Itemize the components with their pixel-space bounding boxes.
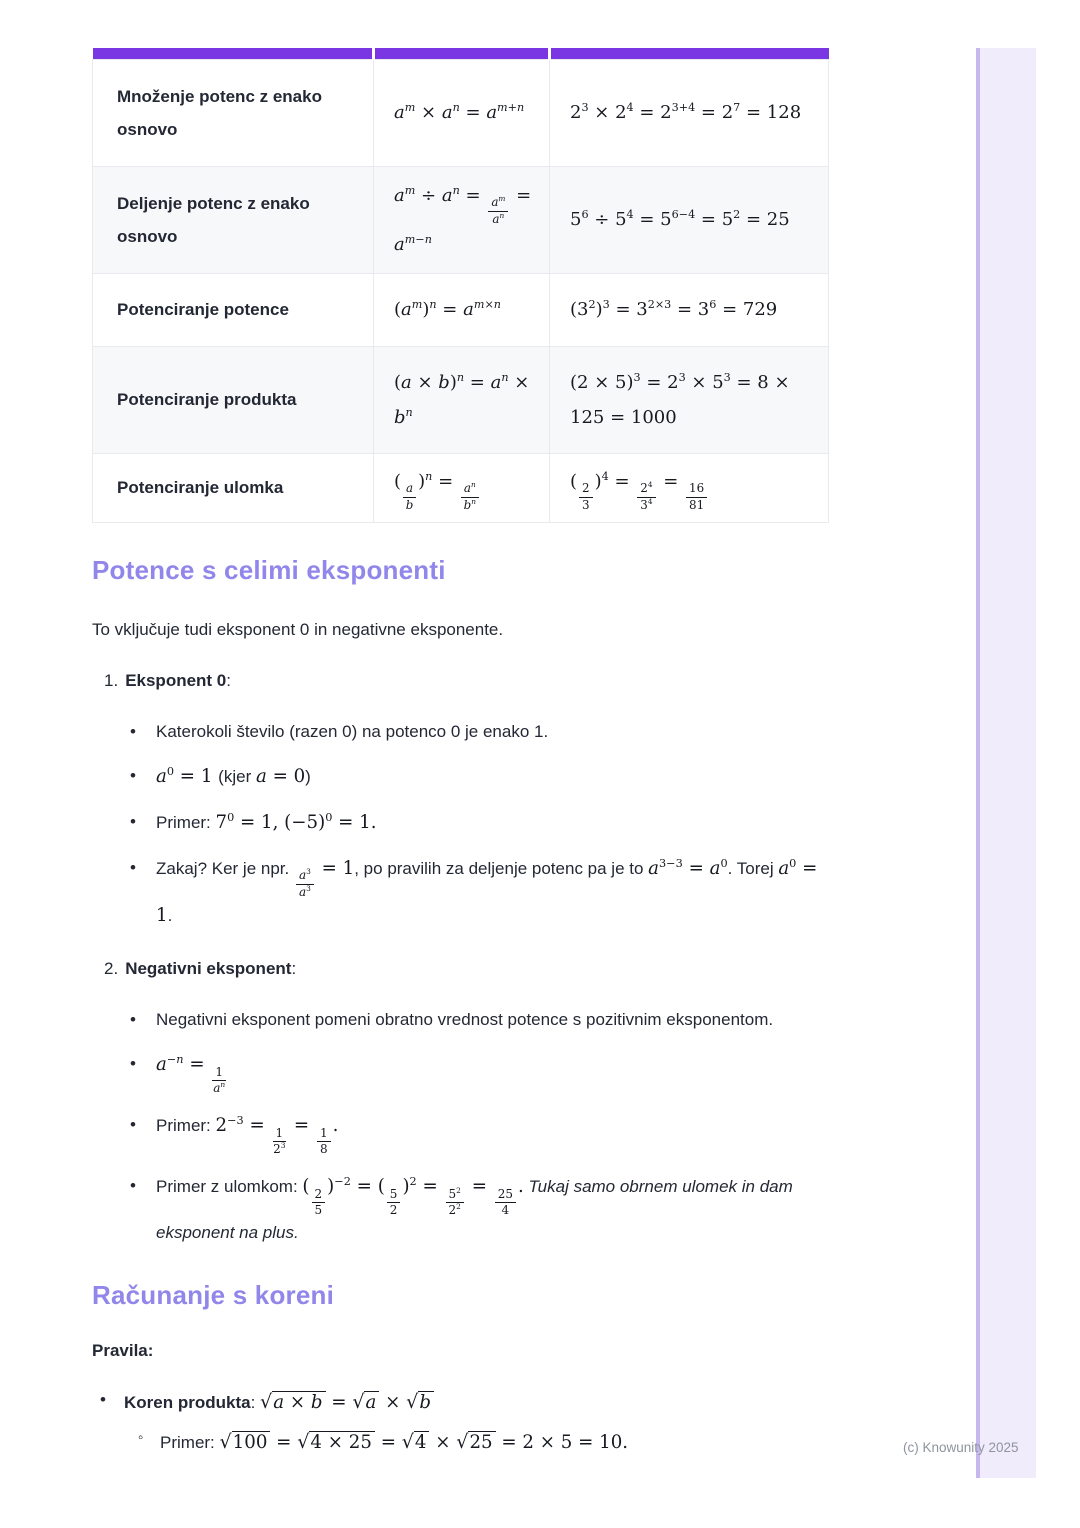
item-title-suffix: : xyxy=(226,671,232,691)
section-heading-potence: Potence s celimi eksponenti xyxy=(92,555,446,585)
bullet-list xyxy=(92,1005,828,1247)
potence-items xyxy=(92,671,828,1248)
item-title-suffix: : xyxy=(291,959,297,979)
math-expression: $a^0 = 1$ xyxy=(156,764,219,787)
numbered-item-title xyxy=(92,671,828,691)
text-segment: Primer: xyxy=(156,1116,216,1136)
math-expression: $2^{-3}$ = $\frac{1}{2^3}$ = $\frac{1}{8}$ . xyxy=(215,1114,339,1157)
table-row xyxy=(93,454,829,523)
math-expression: a = 0 xyxy=(255,765,306,787)
bullet-content xyxy=(156,717,828,747)
sub-bullet-marker-icon xyxy=(138,1425,160,1451)
text-segment: , po pravilih za deljenje potenc pa je to xyxy=(354,858,649,878)
pravila-label: Pravila: xyxy=(92,1340,154,1360)
math-expression: $a^{-n}$ = $\frac{1}{a^n}$ xyxy=(156,1053,226,1096)
math-expression: ( $\frac{2}{5}$ )$^{-2}$ = ( $\frac{5}{2}$ )$^2$ = $\frac{5^2}{2^2}$ = $\frac{25}{4}$ . xyxy=(302,1175,524,1218)
bullet-list xyxy=(92,717,828,931)
bullet-marker-icon xyxy=(130,807,156,837)
text-segment: . Torej xyxy=(727,858,779,878)
rule-name-cell: Množenje potenc z enako osnovo xyxy=(93,60,374,167)
numbered-item xyxy=(92,671,828,931)
bullet-item xyxy=(92,807,828,839)
rule-example-cell: $(3^2)^3 = 3^{2\times 3} = 3^6 = 729$ xyxy=(550,274,829,347)
table-row xyxy=(93,60,829,167)
bullet-item xyxy=(92,1049,828,1096)
rule-formula-cell: $(a \times b)^n = a^n \times b^n$ xyxy=(374,347,550,454)
bullet-marker-icon xyxy=(130,1171,156,1201)
bullet-content xyxy=(156,1005,828,1035)
bullet-content xyxy=(124,1385,828,1419)
header-bar-segment xyxy=(374,48,550,60)
rules-table-body xyxy=(93,60,829,523)
text-segment: Primer: xyxy=(156,812,216,832)
rule-example-cell: $5^6 \div 5^4 = 5^{6-4} = 5^2 = 25$ xyxy=(550,167,829,274)
bullet-item xyxy=(92,761,828,793)
text-segment: Primer z ulomkom: xyxy=(156,1177,303,1197)
table-row xyxy=(93,167,829,274)
text-segment: : xyxy=(250,1392,261,1412)
rule-name-cell: Potenciranje potence xyxy=(93,274,374,347)
bullet-marker-icon xyxy=(130,717,156,747)
text-segment: Zakaj? Ker je npr. xyxy=(156,858,294,878)
rule-formula-cell: $a^m \times a^n = a^{m+n}$ xyxy=(374,60,550,167)
bullet-item xyxy=(92,1110,828,1157)
rule-formula-cell: $a^m \div a^n$ = $\frac{a^m}{a^n}$ = $a^{m-n}$ xyxy=(374,167,550,274)
bullet-content xyxy=(156,1110,828,1157)
math-expression: $\frac{a^3}{a^3}$ = 1 xyxy=(294,858,354,879)
bullet-item xyxy=(92,717,828,747)
bullet-item xyxy=(92,1005,828,1035)
bullet-marker-icon xyxy=(100,1385,124,1415)
bullet-content xyxy=(156,761,828,793)
koreni-bullets xyxy=(92,1385,828,1459)
rule-name-cell: Potenciranje produkta xyxy=(93,347,374,454)
math-expression: √a × b = √a × √b xyxy=(260,1392,434,1413)
rule-example-cell: ( $\frac{2}{3}$ )$^4$ = $\frac{2^4}{3^4}$ = $\frac{16}{81}$ xyxy=(550,454,829,523)
header-bar-segment xyxy=(550,48,829,60)
bullet-content xyxy=(156,853,828,932)
math-expression: $7^0 = 1$, $(-5)^0 = 1$. xyxy=(215,810,377,833)
copyright-watermark: (c) Knowunity 2025 xyxy=(903,1440,1019,1455)
text-segment: . xyxy=(167,905,173,925)
table-row xyxy=(93,347,829,454)
rule-example-cell: $(2 \times 5)^3 = 2^3 \times 5^3 = 8 \times 125 = 1000$ xyxy=(550,347,829,454)
bullet-marker-icon xyxy=(130,1049,156,1079)
text-segment: Katerokoli število (razen 0) na potenco 0 je enako 1. xyxy=(156,722,549,742)
item-number: 2. xyxy=(104,959,119,979)
rule-formula-cell: $(a^m)^n = a^{m\times n}$ xyxy=(374,274,550,347)
math-expression: $a^0 = 1$ xyxy=(156,856,818,926)
bold-text-segment: Koren produkta xyxy=(124,1392,251,1412)
sub-bullet-item xyxy=(92,1425,828,1459)
bullet-content xyxy=(156,807,828,839)
text-segment: Primer: xyxy=(160,1432,220,1452)
rule-name-cell: Deljenje potenc z enako osnovo xyxy=(93,167,374,274)
italic-note-segment: Tukaj samo obrnem ulomek in dam eksponent na plus. xyxy=(156,1177,793,1243)
table-header-bar xyxy=(93,48,829,60)
text-segment: (kjer xyxy=(218,766,256,786)
rules-table xyxy=(92,48,829,523)
bullet-marker-icon xyxy=(130,853,156,883)
sub-bullet-content xyxy=(160,1425,828,1459)
numbered-item-title xyxy=(92,959,828,979)
document-content xyxy=(92,48,828,1465)
bullet-item xyxy=(92,853,828,932)
bullet-marker-icon xyxy=(130,761,156,791)
bullet-content xyxy=(156,1171,828,1248)
math-expression: √100 = √4 × 25 = √4 × √25 = 2 × 5 = 10. xyxy=(219,1429,629,1453)
bullet-item xyxy=(92,1385,828,1419)
rule-formula-cell: ( $\frac{a}{b}$ )$^n$ = $\frac{a^n}{b^n}$ xyxy=(374,454,550,523)
bullet-marker-icon xyxy=(130,1005,156,1035)
bullet-content xyxy=(156,1049,828,1096)
header-bar-segment xyxy=(93,48,374,60)
bullet-marker-icon xyxy=(130,1110,156,1140)
text-segment: Negativni eksponent pomeni obratno vrednost potence s pozitivnim eksponentom. xyxy=(156,1010,774,1030)
bullet-item xyxy=(92,1171,828,1248)
section-heading-koreni: Računanje s koreni xyxy=(92,1279,335,1310)
item-title: Eksponent 0 xyxy=(125,671,227,691)
numbered-item xyxy=(92,959,828,1247)
intro-paragraph: To vključuje tudi eksponent 0 in negativne eksponente. xyxy=(92,620,504,639)
item-number: 1. xyxy=(104,671,119,691)
text-segment: ) xyxy=(305,766,311,786)
item-title: Negativni eksponent xyxy=(125,959,292,979)
rule-name-cell: Potenciranje ulomka xyxy=(93,454,374,523)
table-row xyxy=(93,274,829,347)
page-margin-scrollbar-track xyxy=(976,48,1036,1478)
math-expression: $a^{3-3} = a^0$ xyxy=(648,856,728,879)
rule-example-cell: $2^3 \times 2^4 = 2^{3+4} = 2^7 = 128$ xyxy=(550,60,829,167)
